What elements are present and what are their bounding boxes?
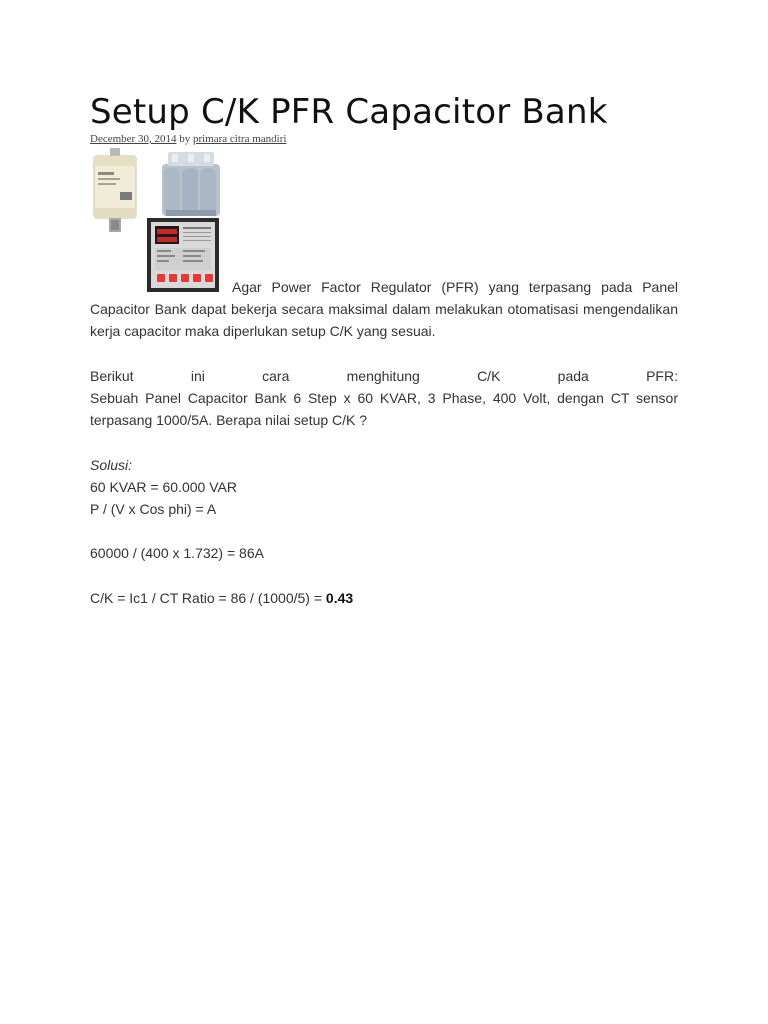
page-title: Setup C/K PFR Capacitor Bank (90, 92, 608, 132)
step-4 (90, 587, 353, 609)
step-4-result: 0.43 (325, 590, 354, 606)
calc-heading: Berikut ini cara menghitung C/K pada PFR: (90, 368, 678, 384)
capacitor-image (158, 152, 224, 218)
by-label: by (179, 133, 193, 145)
problem-text: Sebuah Panel Capacitor Bank 6 Step x 60 KVAR, 3 Phase, 400 Volt, dengan CT sensor terpasang 1000/5A. Berapa nilai setup C/K ? (90, 390, 678, 428)
step-4-formula: C/K = Ic1 / CT Ratio = 86 / (1000/5) = (90, 590, 326, 606)
calc-paragraph (90, 365, 678, 431)
step-3: 60000 / (400 x 1.732) = 86A (90, 545, 264, 561)
step-1: 60 KVAR = 60.000 VAR (90, 479, 237, 495)
product-images (90, 148, 230, 294)
fuse-image (90, 148, 140, 232)
post-meta (90, 133, 286, 145)
step-2: P / (V x Cos phi) = A (90, 501, 217, 517)
post-date-link[interactable]: December 30, 2014 (90, 133, 177, 145)
solusi-label: Solusi: (90, 457, 133, 473)
intro-paragraph: Agar Power Factor Regulator (PFR) yang terpasang pada Panel Capacitor Bank dapat bekerja secara maksimal dalam melakukan otomatisasi mengendalikan kerja capacitor maka diperlukan setup C/K yang sesuai. (90, 279, 678, 339)
author-link[interactable]: primara citra mandiri (192, 133, 287, 145)
